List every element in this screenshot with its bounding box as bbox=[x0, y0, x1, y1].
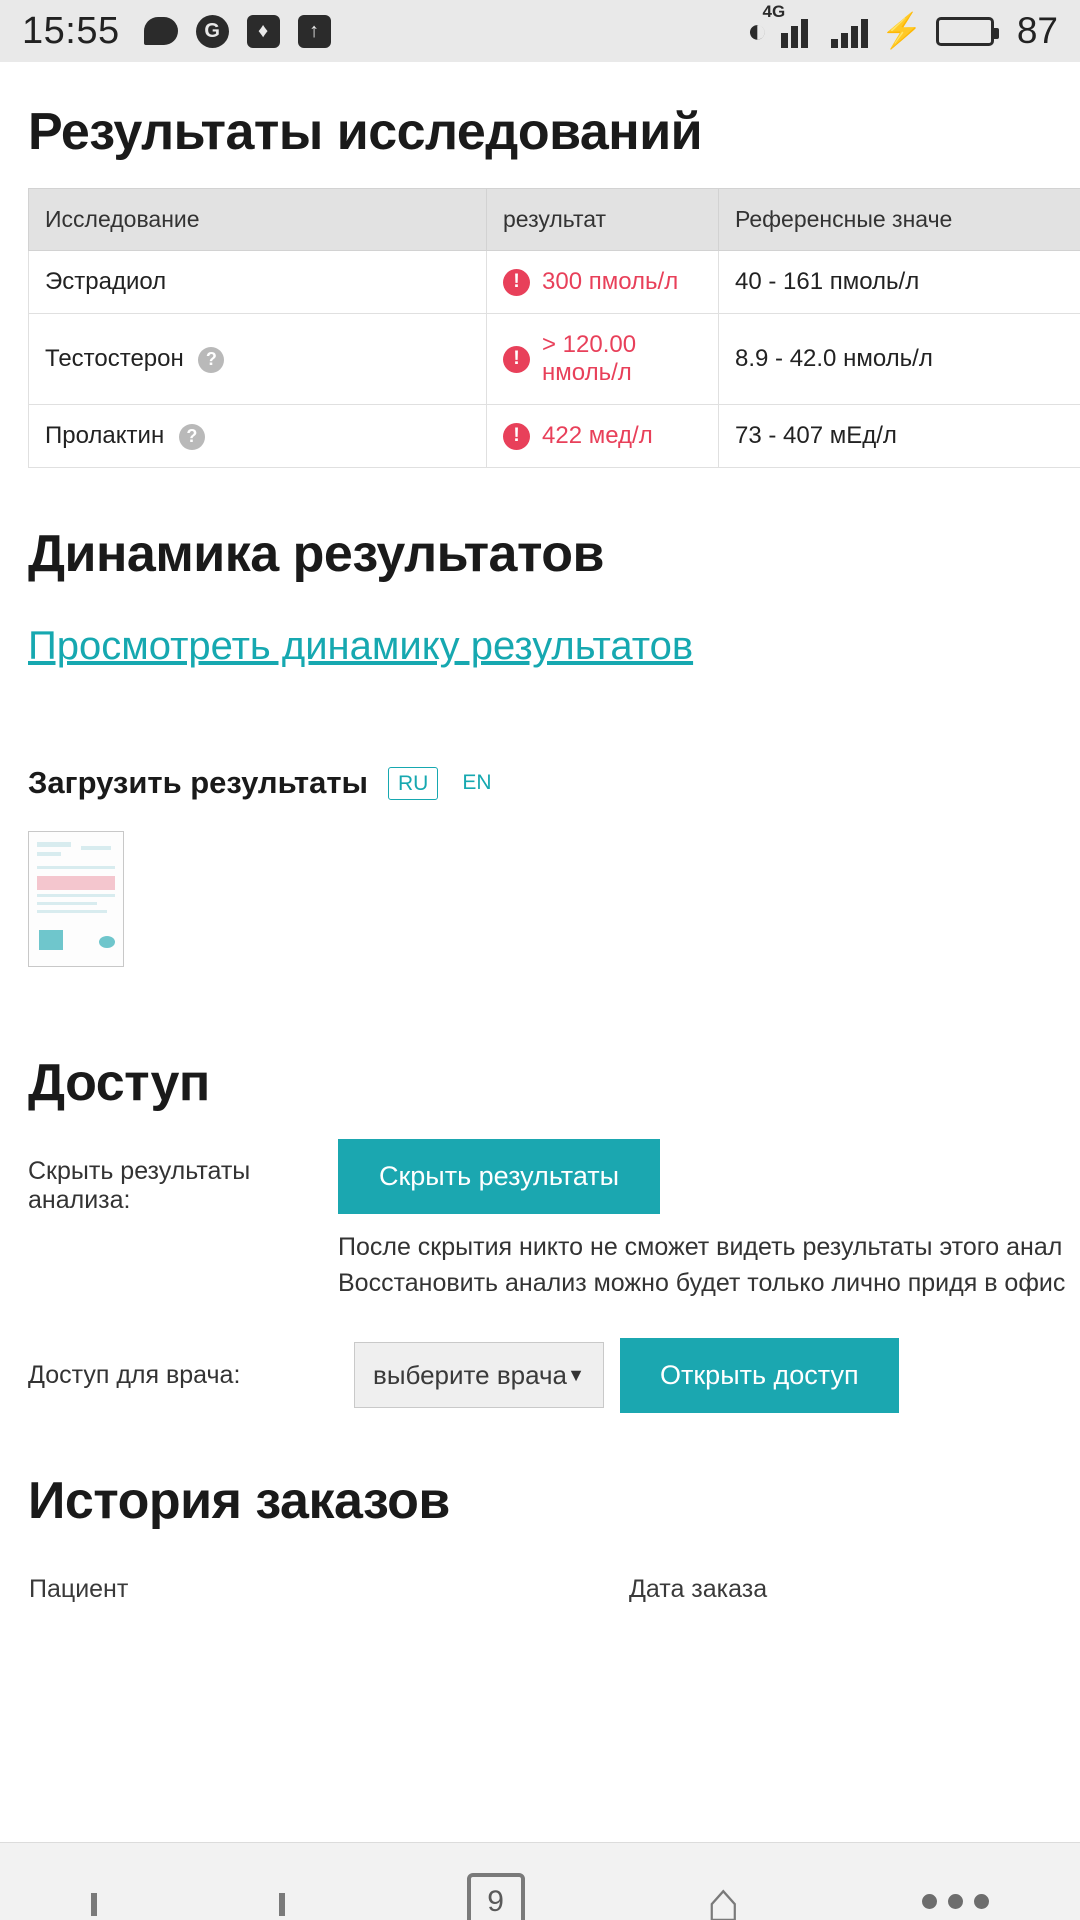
battery-icon bbox=[936, 17, 994, 46]
result-value-alert bbox=[503, 331, 702, 387]
result-value-alert bbox=[503, 422, 702, 450]
status-left-icons bbox=[144, 15, 331, 48]
chevron-down-icon: ▼ bbox=[567, 1364, 585, 1385]
doctor-select-value: выберите врача bbox=[373, 1359, 568, 1390]
network-type-label: 4G bbox=[762, 2, 786, 21]
study-name-cell bbox=[29, 405, 487, 468]
result-cell bbox=[487, 251, 719, 314]
reference-cell: 8.9 - 42.0 нмоль/л bbox=[719, 314, 1080, 405]
open-access-button[interactable]: Открыть доступ bbox=[620, 1338, 899, 1413]
doctor-access-label: Доступ для врача: bbox=[28, 1360, 241, 1389]
doctor-access-row bbox=[28, 1338, 1052, 1413]
result-value: 422 мед/л bbox=[542, 422, 653, 449]
study-name: Пролактин bbox=[45, 422, 165, 449]
hide-results-note-line2: Восстановить анализ можно будет только лично придя в офис bbox=[338, 1269, 1066, 1298]
browser-icon: G bbox=[196, 15, 229, 48]
table-row bbox=[29, 314, 1080, 405]
alert-icon: ! bbox=[503, 423, 530, 450]
dynamics-title: Динамика результатов bbox=[28, 525, 604, 583]
hide-results-note-line1: После скрытия никто не сможет видеть результаты этого анал bbox=[338, 1233, 1063, 1261]
wifi-icon: ◐ bbox=[746, 12, 768, 50]
result-document-thumbnail[interactable] bbox=[28, 831, 124, 967]
back-icon bbox=[91, 1893, 97, 1916]
lang-en-button[interactable]: EN bbox=[462, 771, 492, 794]
result-value: 300 пмоль/л bbox=[542, 268, 679, 295]
page-content bbox=[0, 102, 1080, 1920]
upload-results-row bbox=[28, 765, 1052, 801]
lang-ru-button[interactable]: RU bbox=[388, 767, 438, 800]
back-button[interactable] bbox=[91, 1893, 97, 1911]
hide-results-note bbox=[338, 1229, 1066, 1302]
study-name-cell bbox=[29, 251, 487, 314]
charging-bolt-icon: ⚡ bbox=[880, 12, 923, 50]
status-bar bbox=[0, 0, 1080, 62]
status-time: 15:55 bbox=[22, 9, 120, 52]
home-button[interactable] bbox=[706, 1869, 741, 1920]
hide-results-button[interactable]: Скрыть результаты bbox=[338, 1139, 660, 1214]
history-title: История заказов bbox=[28, 1471, 450, 1530]
column-header-result: результат bbox=[487, 189, 719, 251]
more-icon bbox=[922, 1894, 937, 1909]
tabs-button[interactable] bbox=[467, 1873, 525, 1920]
reference-cell: 73 - 407 мЕд/л bbox=[719, 405, 1080, 468]
help-icon[interactable]: ? bbox=[179, 424, 205, 450]
alert-icon: ! bbox=[503, 269, 530, 296]
hide-results-row bbox=[28, 1139, 1052, 1215]
chat-icon bbox=[144, 17, 178, 45]
alert-icon: ! bbox=[503, 346, 530, 373]
home-icon: ⌂ bbox=[706, 1869, 741, 1920]
column-header-reference: Референсные значе bbox=[719, 189, 1080, 251]
results-table bbox=[28, 188, 1080, 468]
study-name: Эстрадиол bbox=[45, 268, 167, 295]
access-title: Доступ bbox=[28, 1054, 210, 1112]
page-title: Результаты исследований bbox=[28, 103, 703, 161]
reference-cell: 40 - 161 пмоль/л bbox=[719, 251, 1080, 314]
table-row bbox=[29, 251, 1080, 314]
result-cell bbox=[487, 314, 719, 405]
browser-navbar bbox=[0, 1842, 1080, 1920]
fire-app-icon: ♦ bbox=[247, 15, 280, 48]
tab-count: 9 bbox=[487, 1884, 504, 1918]
forward-icon bbox=[279, 1893, 285, 1916]
result-cell bbox=[487, 405, 719, 468]
hide-results-label: Скрыть результаты анализа: bbox=[28, 1157, 251, 1214]
order-history-table bbox=[28, 1557, 1080, 1605]
signal-icon-2 bbox=[831, 14, 868, 48]
order-history-header-row bbox=[28, 1557, 1080, 1605]
study-name-cell bbox=[29, 314, 487, 405]
table-row bbox=[29, 405, 1080, 468]
result-value-alert bbox=[503, 268, 702, 296]
forward-button[interactable] bbox=[279, 1893, 285, 1911]
doctor-select[interactable] bbox=[354, 1342, 604, 1408]
results-table-header-row bbox=[29, 189, 1080, 251]
view-dynamics-link[interactable]: Просмотреть динамику результатов bbox=[28, 624, 694, 668]
content-wrapper bbox=[0, 102, 1080, 1605]
column-header-study: Исследование bbox=[29, 189, 487, 251]
upload-app-icon: ↑ bbox=[298, 15, 331, 48]
result-value: > 120.00 нмоль/л bbox=[542, 331, 637, 386]
upload-results-label: Загрузить результаты bbox=[28, 765, 369, 800]
signal-icon bbox=[762, 2, 818, 48]
study-name: Тестостерон bbox=[45, 345, 184, 372]
battery-percent: 87 bbox=[1016, 10, 1058, 51]
menu-button[interactable] bbox=[922, 1894, 989, 1909]
status-right-icons bbox=[746, 2, 1058, 52]
column-header-order-date: Дата заказа bbox=[629, 1574, 768, 1603]
help-icon[interactable]: ? bbox=[198, 347, 224, 373]
column-header-patient: Пациент bbox=[29, 1574, 129, 1603]
